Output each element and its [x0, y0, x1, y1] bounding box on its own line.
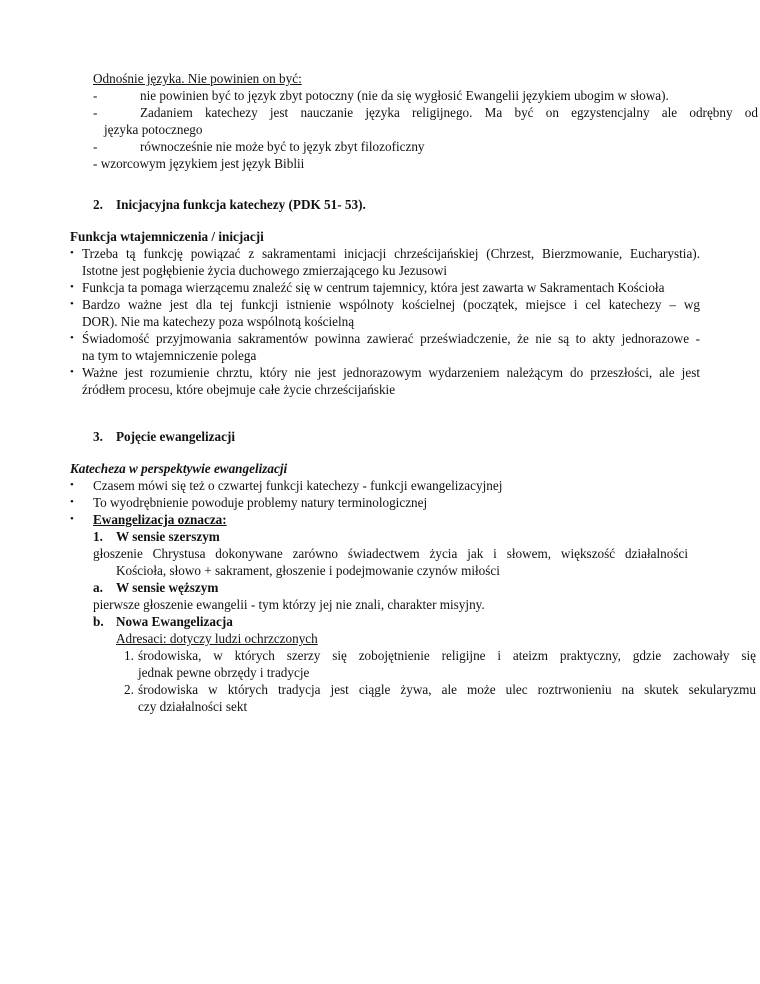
broad-sense-text: głoszenie Chrystusa dokonywane zarówno świadectwem życia jak i słowem, większość działalności: [93, 546, 688, 561]
list-item: 1. środowiska, w których szerzy się zobojętnienie religijne i ateizm praktyczny, gdzie zachowały się: [124, 648, 756, 663]
list-item: • Ważne jest rozumienie chrztu, który nie jest jednorazowym wydarzeniem należącym do przeszłości, ale jest źródłem procesu, które obejmuje całe życie chrześcijańskie: [70, 365, 700, 398]
narrow-sense-heading: a. W sensie węższym: [93, 580, 219, 595]
initiation-subheading: Funkcja wtajemniczenia / inicjacji: [70, 229, 264, 244]
evangelization-subheading: Katecheza w perspektywie ewangelizacji: [70, 461, 288, 476]
broad-sense-text-continuation: Kościoła, słowo + sakrament, głoszenie i podejmowanie czynów miłości: [116, 563, 500, 578]
list-item: - równocześnie nie może być to język zbyt filozoficzny: [93, 139, 425, 154]
list-item: • Bardzo ważne jest dla tej funkcji istnienie wspólnoty kościelnej (początek, miejsce i cel katechezy – wg DOR). Nie ma katechezy poza wspólnotą kościelną: [70, 297, 700, 330]
list-item: - wzorcowym językiem jest język Biblii: [93, 156, 305, 171]
narrow-sense-text: pierwsze głoszenie ewangelii - tym którzy jej nie znali, charakter misyjny.: [93, 597, 485, 612]
broad-sense-heading: 1. W sensie szerszym: [93, 529, 220, 544]
new-evangelization-heading: b. Nowa Ewangelizacja: [93, 614, 233, 629]
addressees-label: Adresaci: dotyczy ludzi ochrzczonych: [116, 631, 318, 646]
list-item: • Czasem mówi się też o czwartej funkcji katechezy - funkcji ewangelizacyjnej: [70, 478, 503, 493]
list-item-continuation: czy działalności sekt: [138, 699, 248, 714]
list-item: • Ewangelizacja oznacza:: [70, 512, 227, 527]
list-item: - nie powinien być to język zbyt potoczny (nie da się wygłosić Ewangelii językiem ubogim w słowa).: [93, 88, 669, 103]
list-item: • Świadomość przyjmowania sakramentów powinna zawierać przeświadczenie, że nie są to akty jednorazowe - na tym to wtajemniczenie polega: [70, 331, 700, 364]
list-item-continuation: języka potocznego: [104, 122, 203, 137]
list-item-continuation: jednak pewne obrzędy i tradycje: [138, 665, 310, 680]
list-item: • Trzeba tą funkcję powiązać z sakramentami inicjacji chrześcijańskiej (Chrzest, Bierzmowanie, Eucharystia). Istotne jest pogłębienie życia duchowego zmierzającego ku Jezusowi: [70, 246, 700, 279]
section-3-heading: 3. Pojęcie ewangelizacji: [93, 429, 235, 444]
list-item: • Funkcja ta pomaga wierzącemu znaleźć się w centrum tajemnicy, która jest zawarta w Sakramentach Kościoła: [70, 280, 665, 295]
list-item: - Zadaniem katechezy jest nauczanie języka religijnego. Ma być on egzystencjalny ale odrębny od: [93, 105, 758, 120]
list-item: • To wyodrębnienie powoduje problemy natury terminologicznej: [70, 495, 428, 510]
section-2-heading: 2. Inicjacyjna funkcja katechezy (PDK 51- 53).: [93, 197, 366, 212]
list-item: 2. środowiska w których tradycja jest ciągle żywa, ale może ulec roztrwonieniu na skutek sekularyzmu: [124, 682, 756, 697]
language-heading: Odnośnie języka. Nie powinien on być:: [93, 71, 302, 86]
